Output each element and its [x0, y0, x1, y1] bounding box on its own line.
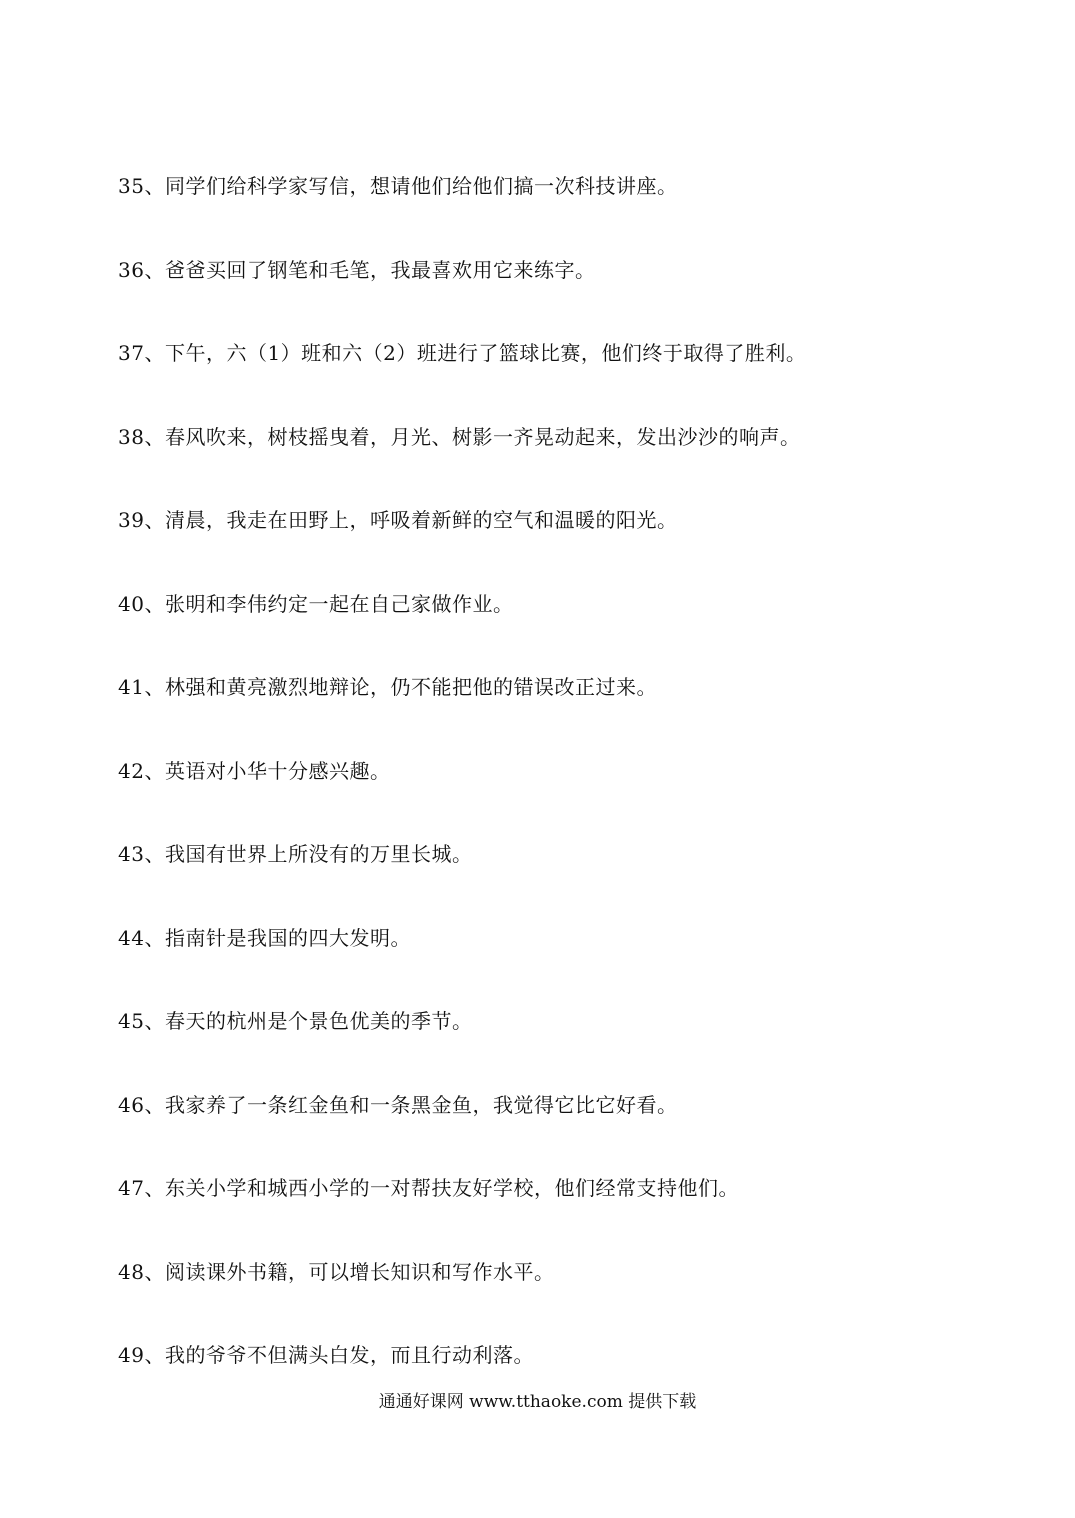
sentence-item: 35、同学们给科学家写信，想请他们给他们搞一次科技讲座。 — [118, 174, 678, 198]
sentence-item: 39、清晨，我走在田野上，呼吸着新鲜的空气和温暖的阳光。 — [118, 508, 678, 532]
sentence-item: 44、指南针是我国的四大发明。 — [118, 926, 411, 950]
sentence-item: 45、春天的杭州是个景色优美的季节。 — [118, 1009, 473, 1033]
sentence-item: 48、阅读课外书籍，可以增长知识和写作水平。 — [118, 1260, 555, 1284]
sentence-item: 43、我国有世界上所没有的万里长城。 — [118, 842, 473, 866]
sentence-item: 37、下午，六（1）班和六（2）班进行了篮球比赛，他们终于取得了胜利。 — [118, 341, 807, 365]
sentence-item: 40、张明和李伟约定一起在自己家做作业。 — [118, 592, 514, 616]
sentence-item: 42、英语对小华十分感兴趣。 — [118, 759, 391, 783]
sentence-item: 36、爸爸买回了钢笔和毛笔，我最喜欢用它来练字。 — [118, 258, 596, 282]
page-footer: 通通好课网 www.tthaoke.com 提供下载 — [378, 1392, 697, 1412]
sentence-item: 49、我的爷爷不但满头白发，而且行动利落。 — [118, 1343, 534, 1367]
sentence-item: 46、我家养了一条红金鱼和一条黑金鱼，我觉得它比它好看。 — [118, 1093, 678, 1117]
sentence-item: 47、东关小学和城西小学的一对帮扶友好学校，他们经常支持他们。 — [118, 1176, 739, 1200]
sentence-item: 38、春风吹来，树枝摇曳着，月光、树影一齐晃动起来，发出沙沙的响声。 — [118, 425, 801, 449]
sentence-item: 41、林强和黄亮激烈地辩论，仍不能把他的错误改正过来。 — [118, 675, 657, 699]
